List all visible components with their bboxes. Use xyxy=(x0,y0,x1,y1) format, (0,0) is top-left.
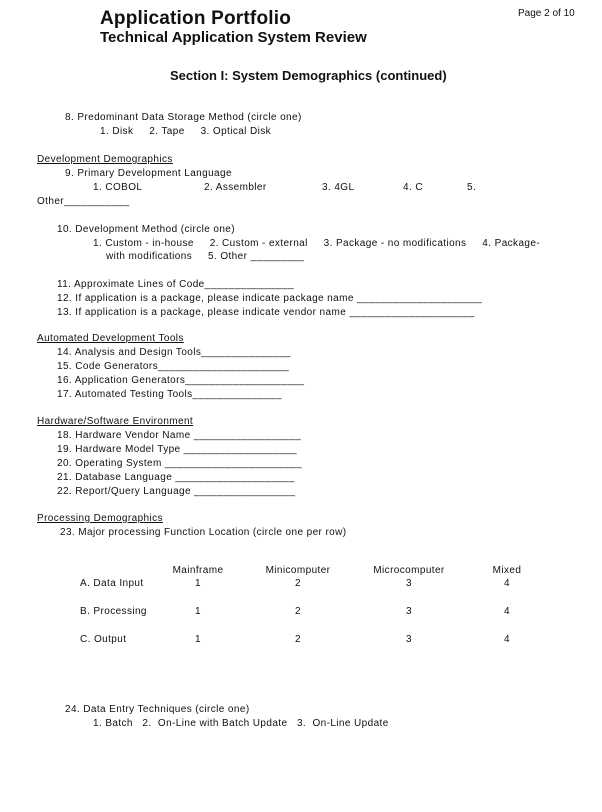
development-demographics-heading: Development Demographics xyxy=(37,154,173,165)
question-21: 21. Database Language ____________________ xyxy=(57,472,295,483)
row-label-processing: B. Processing xyxy=(80,606,147,617)
question-15: 15. Code Generators______________________ xyxy=(57,361,290,372)
hardware-software-heading: Hardware/Software Environment xyxy=(37,416,194,427)
table-cell: 1 xyxy=(195,634,201,645)
question-18: 18. Hardware Vendor Name __________________ xyxy=(57,430,302,441)
question-8: 8. Predominant Data Storage Method (circle one) xyxy=(65,112,302,123)
table-cell: 2 xyxy=(295,606,301,617)
table-cell: 1 xyxy=(195,578,201,589)
col-minicomputer: Minicomputer xyxy=(265,565,331,576)
q10-options-line1: 1. Custom - in-house 2. Custom - external 3. Package - no modifications 4. Package- xyxy=(93,238,541,249)
row-label-data-input: A. Data Input xyxy=(80,578,144,589)
page-subtitle: Technical Application System Review xyxy=(100,29,367,46)
col-microcomputer: Microcomputer xyxy=(373,565,445,576)
q9-option-1: 1. COBOL xyxy=(93,182,143,193)
table-cell: 1 xyxy=(195,606,201,617)
table-cell: 4 xyxy=(504,634,510,645)
question-17: 17. Automated Testing Tools_______________ xyxy=(57,389,282,400)
q24-options: 1. Batch 2. On-Line with Batch Update 3. On-Line Update xyxy=(93,718,389,729)
question-9: 9. Primary Development Language xyxy=(65,168,232,179)
question-22: 22. Report/Query Language _________________ xyxy=(57,486,296,497)
question-24: 24. Data Entry Techniques (circle one) xyxy=(65,704,250,715)
q9-option-5: 5. xyxy=(467,182,477,193)
question-23: 23. Major processing Function Location (circle one per row) xyxy=(60,527,347,538)
section-title: Section I: System Demographics (continued) xyxy=(170,68,447,83)
q9-other: Other___________ xyxy=(37,196,130,207)
q9-option-2: 2. Assembler xyxy=(204,182,267,193)
question-20: 20. Operating System _______________________ xyxy=(57,458,303,469)
question-16: 16. Application Generators____________________ xyxy=(57,375,305,386)
question-11: 11. Approximate Lines of Code_______________ xyxy=(57,279,295,290)
page-title: Application Portfolio xyxy=(100,8,292,29)
q10-options-line2: with modifications 5. Other _________ xyxy=(106,251,305,262)
q9-option-4: 4. C xyxy=(403,182,423,193)
table-cell: 3 xyxy=(406,606,412,617)
q9-option-3: 3. 4GL xyxy=(322,182,355,193)
processing-demographics-heading: Processing Demographics xyxy=(37,513,163,524)
row-label-output: C. Output xyxy=(80,634,127,645)
col-mainframe: Mainframe xyxy=(172,565,224,576)
page-number: Page 2 of 10 xyxy=(518,8,575,19)
question-12: 12. If application is a package, please indicate package name _____________________ xyxy=(57,293,483,304)
table-cell: 4 xyxy=(504,606,510,617)
question-14: 14. Analysis and Design Tools_______________ xyxy=(57,347,291,358)
table-cell: 3 xyxy=(406,634,412,645)
question-10: 10. Development Method (circle one) xyxy=(57,224,235,235)
col-mixed: Mixed xyxy=(492,565,522,576)
table-cell: 3 xyxy=(406,578,412,589)
automated-tools-heading: Automated Development Tools xyxy=(37,333,184,344)
question-13: 13. If application is a package, please indicate vendor name _____________________ xyxy=(57,307,475,318)
table-cell: 2 xyxy=(295,634,301,645)
table-cell: 4 xyxy=(504,578,510,589)
table-cell: 2 xyxy=(295,578,301,589)
question-8-options: 1. Disk 2. Tape 3. Optical Disk xyxy=(100,126,272,137)
question-19: 19. Hardware Model Type ___________________ xyxy=(57,444,297,455)
